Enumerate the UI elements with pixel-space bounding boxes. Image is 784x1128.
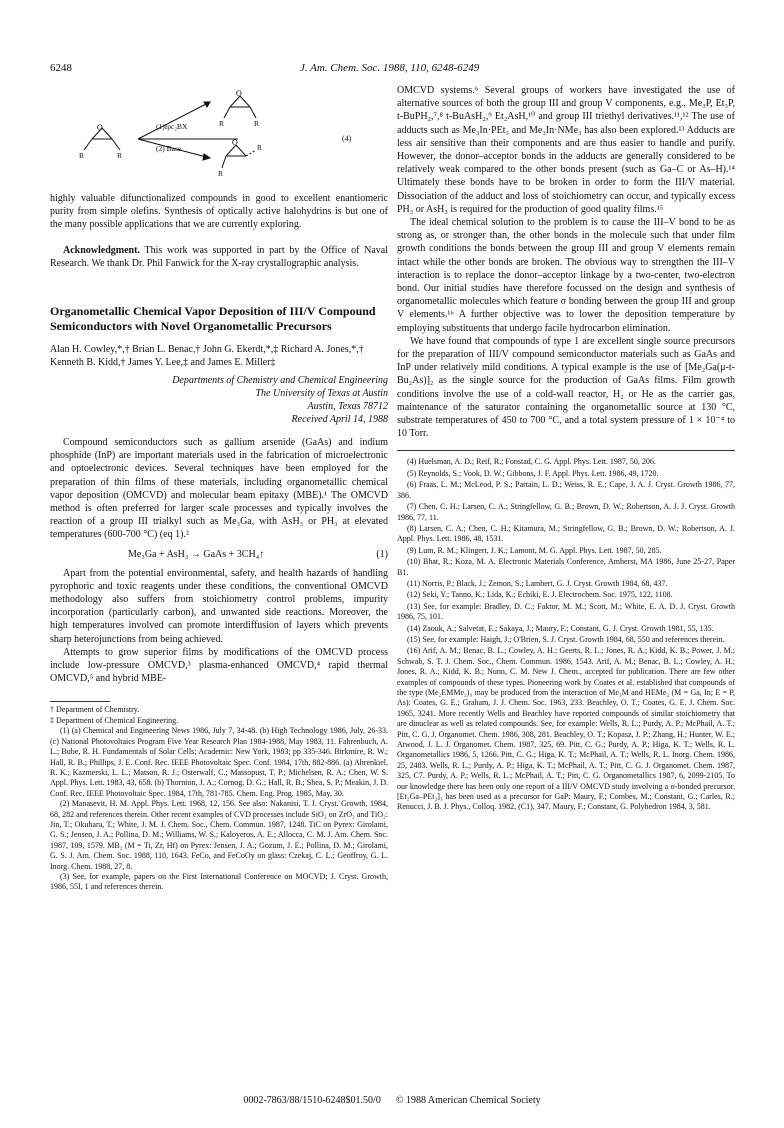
acknowledgment-text: This work was supported in part by the Office of Naval Research. We thank Dr. Phil Fanwick for the X-ray crystallographic analysis. xyxy=(50,244,388,269)
substituent-label: R xyxy=(219,119,225,128)
copyright: © 1988 American Chemical Society xyxy=(395,1095,541,1106)
reference: (8) Larsen, C. A.; Chen, C. H.; Kitamura, M.; Stringfellow, G. B.; Brown, D. W.; Robertson, A. J. Appl. Phys. Lett. 1986, 48, 1531. xyxy=(397,523,735,544)
reference: (5) Reynolds, S.; Vook, D. W.; Gibbons, J. F. Appl. Phys. Lett. 1986, 49, 1720. xyxy=(407,468,659,478)
affiliation xyxy=(50,374,388,413)
intro-paragraph: highly valuable difunctionalized compounds in good to excellent enantiomeric purity from simple olefins. Synthesis of optically active halohydrins is but one of the many possible applications that we are currently exploring. xyxy=(50,193,388,231)
footnote: (2) Manasevit, H. M. Appl. Phys. Lett. 1968, 12, 156. See also: Nakanisi, T. J. Cryst. Growth, 1984, 68, 282 and references therein. Other recent examples of CVD processes include SiO₂ on ZrO₂ and TiO₂: Jin, T.; Okuhara, T.; White, J. M. J. Chem. Soc., Chem. Commun. 1987, 1248. TiC on Pyrex: Girolami, G. S.; Jensen, J. A.; Pollina, D. M.; Williams, W. S.; Kaloyeros, A. E.; Allocca, C. M. J. Am. Chem. Soc. 1987, 109, 1579. MB₂ (M = Ti, Zr, Hf) on Pyrex: Jensen, J. A.; Gozum, J. E.; Pollina, D. M.; Girolami, G. S. J. Am. Chem. Soc. 1988, 110, 1643. FeCo, and FeCoOy on glass: Czekaj, C. L.; Geoffroy, G. L. Inorg. Chem. 1988, 27, 8. xyxy=(50,799,388,871)
reaction-scheme xyxy=(50,84,388,186)
body-paragraph: Apart from the potential environmental, safety, and health hazards of handling pyrophoric and toxic reagents under these conditions, the conventional OMCVD methodology also suffers from stoichiometry control problems, impurity incorporation (particularly carbon), and unwanted side reactions. Moreover, the high temperatures involved can promote interdiffusion of layers which prevents sharp heterojunctions from being achieved. xyxy=(50,567,388,645)
body-paragraph: Attempts to grow superior films by modifications of the OMCVD process include low-pressure OMCVD,³ plasma-enhanced OMCVD,⁴ rapid thermal OMCVD,⁵ and hybrid MBE- xyxy=(50,646,388,685)
received-date: Received April 14, 1988 xyxy=(291,414,388,426)
reference: (15) See, for example: Haigh, J.; O'Brien, S. J. Cryst. Growth 1984, 68, 550 and references therein. xyxy=(407,634,725,644)
body-paragraph: Compound semiconductors such as gallium arsenide (GaAs) and indium phosphide (InP) are important materials used in the fabrication of microelectronic and optoelectronic devices. Several techniques have been employed for the preparation of thin films of these materials, including organometallic chemical vapor deposition (OMCVD) and molecular beam epitaxy (MBE).¹ The OMCVD method is often preferred for larger scale processes and typically involves the reaction of a group III trialkyl such as Me₃Ga, with AsH₃ or PH₃ at elevated temperatures (600-700 °C) (eq 1).² xyxy=(50,437,388,541)
reference: (6) Fraas, L. M.; McLeod, P. S.; Partain, L. D.; Weiss, R. E.; Cape, J. A. J. Cryst. Growth 1986, 77, 386. xyxy=(397,480,735,500)
footnote-divider xyxy=(50,701,110,702)
affiliation-line: Departments of Chemistry and Chemical Engineering xyxy=(172,375,388,387)
reference: (16) Arif, A. M.; Benac, B. L.; Cowley, A. H.; Geerts, R. L.; Jones, R. A.; Kidd, K. B.; Power, J. M.; Schwab, S. T. J. Chem. Soc., Chem. Commun. 1986, 1543. Arif, A. M.; Benac, B. L.; Cowley, A. H.; Jones, R. A.; Kidd, K. B.; Nunn, C. M. New J. Chem., accepted for publication. There are few other examples of compounds of these types. Pioneering work by Coates et al. established that compounds of the type (Me₂EMMe₂)₃ may be produced from the interaction of Me₃M and HEMe₂ (M = Ga, In; E = P, As): Coates, G. E.; Graham, J. J. Chem. Soc. 1963, 233. Beachley, O. T.; Coates, G. E. J. Chem. Soc. 1965, 3241. More recently Wells and Beachley have reported compounds of similar stoichiometry that are dinuclear as well as related compounds. See, for example: Wells, R. L.; Purdy, A. P.; McPhail, A. T.; Pitt, C. G. J. Organomet. Chem. 1986, 308, 281. Beachley, O. T.; Kopasz, J. P.; Zhang, H.; Hunter, W. E.; Atwood, J. L. J. Organomet. Chem. 1987, 325, 69. Pitt, C. G.; Purdy, A. P.; Higa, K. T.; Wells, R. L. Organometallics 1986, 5, 1266. Pitt, C. G.; Higa, K. T.; McPhail, A. T.; Wells, R. L. Inorg. Chem. 1986, 25, 2483. Wells, R. L.; Purdy, A. P.; Higa, K. T.; McPhail, A. T.; Pitt, C. G. J. Organomet. Chem. 1987, 325, C7. Purdy, A. P.; Wells, R. L.; McPhail, A. T.; Pitt, C. G. Organometallics 1987, 6, 2099-2105. To our knowledge there has been only one report of a III/V OMCVD study involving a σ-bonded precursor. [Et₂Ga–PEt₂]₃ has been used as a precursor for GaP: Maury, F.; Combes, M.; Constant, G.; Carles, R.; Renucci, J. B. J. Phys., Colloq. 1982, (C1), 347. Maury, F.; Constant, G. Polyhedron 1984, 3, 581. xyxy=(397,646,735,812)
article-authors: Alan H. Cowley,*,† Brian L. Benac,† John G. Ekerdt,*,‡ Richard A. Jones,*,† Kenneth B. Kidd,† James Y. Lee,‡ and James E. Miller‡ xyxy=(50,344,364,369)
reagent-2: (2) Base xyxy=(156,144,182,153)
body-paragraph: The ideal chemical solution to the problem is to cause the III–V bond to be as strong as, or stronger than, the other bonds in the molecule such that under film growth conditions the bonds between the group III and group V elements remain intact while the other bonds are broken. The obvious way to strengthen the III–V interaction is to replace the donor–acceptor linkage by a two-center, two-electron bond. Our initial studies have therefore focussed on the design and synthesis of organometallic molecules which feature σ bonding between the group III and group V elements.¹⁶ A further objective was to lower the deposition temperature by employing substituents that undergo facile hydrocarbon elimination. xyxy=(397,217,735,334)
reference: (10) Bhat, R.; Koza, M. A. Electronic Materials Conference, Amherst, MA 1986, June 25-27, Paper B1. xyxy=(397,557,735,577)
svg-text:O: O xyxy=(97,123,103,132)
acknowledgment xyxy=(50,244,388,270)
affiliation-line: The University of Texas at Austin xyxy=(255,388,388,400)
footnote: ‡ Department of Chemical Engineering. xyxy=(50,715,179,725)
references xyxy=(397,450,735,812)
substituent-label: R xyxy=(117,151,123,160)
journal-citation: J. Am. Chem. Soc. 1988, 110, 6248-6249 xyxy=(300,62,480,74)
footnote: † Department of Chemistry. xyxy=(50,705,140,715)
affiliation-line: Austin, Texas 78712 xyxy=(307,401,388,413)
article-title: Organometallic Chemical Vapor Deposition of III/V Compound Semiconductors with Novel Organometallic Precursors xyxy=(50,304,376,334)
scheme-number: (4) xyxy=(342,134,352,143)
page-number: 6248 xyxy=(50,62,72,74)
reference: (9) Lum, R. M.; Klingert, J. K.; Lamont, M. G. Appl. Phys. Lett. 1987, 50, 285. xyxy=(407,545,662,555)
equation-number: (1) xyxy=(376,548,388,560)
article-code: 0002-7863/88/1510-6248$01.50/0 xyxy=(243,1095,381,1106)
page-header xyxy=(50,62,740,78)
substituent-label: R xyxy=(254,119,260,128)
svg-text:O: O xyxy=(236,89,242,98)
left-column xyxy=(50,84,388,893)
equation-text: Me₃Ga + AsH₃ → GaAs + 3CH₄↑ xyxy=(128,548,265,560)
reference: (7) Chen, C. H.; Larsen, C. A.; Stringfellow, G. B.; Brown, D. W.; Robertson, A. J. J. Cryst. Growth 1986, 77, 11. xyxy=(397,502,735,522)
footnote: (3) See, for example, papers on the First International Conference on MOCVD; J. Cryst. Growth, 1986, 55I, 1 and references therein. xyxy=(50,871,388,892)
body-paragraph: OMCVD systems.⁶ Several groups of workers have investigated the use of alternative sources of both the group III and group V components, e.g., Me₃P, Et₃P, t-BuPH₂,⁷,⁸ t-BuAsH₂,⁹ Et₂AsH,¹⁰ and group III triethyl derivatives.¹¹,¹² The use of adducts such as Me₃In·PEt₃ and Me₃In·NMe₃ has also been explored.¹³ Adducts are less air sensitive than their components and are thus easier to handle and purify. However, the donor–acceptor bonds in the adducts are generally considered to be relatively weak compared to the other bonds present (such as Ga–C or As–H).¹⁴ Ultimately these bonds have to be broken in order to form the III/V material. Dissociation of the adduct and loss of stoichiometry can occur, and typically excess PH₃ or AsH₃ is required for the production of good quality films.¹⁵ xyxy=(397,85,735,215)
body-paragraph: We have found that compounds of type 1 are excellent single source precursors for the preparation of III/V compound semiconductor materials such as GaAs and InP under relatively mild conditions. A typical example is the use of [Me₂Ga(μ-t-Bu₂As)]₂ as the single source for the production of GaAs films. Film growth conditions involve the use of a cold-wall reactor, H₂ or He as the carrier gas, maintenance of the saturator containing the organometallic source at 130 °C, substrate temperatures of 450 to 700 °C, and a total system pressure of 1 × 10⁻⁴ to 10 Torr. xyxy=(397,335,735,440)
equation-1 xyxy=(50,549,388,560)
substituent-label: R xyxy=(218,169,224,178)
page-footer xyxy=(0,1095,784,1106)
substituent-label: R xyxy=(257,143,263,152)
reference: (11) Norris, P.; Black, J.; Zemon, S.; Lambert, G. J. Cryst. Growth 1984, 68, 437. xyxy=(407,578,668,588)
svg-text:O: O xyxy=(232,138,238,147)
reference: (13) See, for example: Bradley, D. C.; Faktor, M. M.; Scott, M.; White, E. A. D. J. Cryst. Growth 1986, 75, 101. xyxy=(397,601,735,622)
reference: (4) Huelsman, A. D.; Reif, R.; Fonstad, C. G. Appl. Phys. Lett. 1987, 50, 206. xyxy=(407,457,656,467)
substituent-label: R xyxy=(79,151,85,160)
footnote: (1) (a) Chemical and Engineering News 1986, July 7, 34-48. (b) High Technology 1986, July, 26-33. (c) National Photovoltaics Program Five Year Research Plan 1984-1988, May 1983, 11. Fahrenbuch, A. L.; Bube, R. H. Fundamentals of Solar Cells; Academic: New York, 1983; pp 335-346. Birkmire, R. W.; Hall, R. B.; Phillips, J. E. Conf. Rec. IEEE Photovoltaic Spec. Conf. 1984, 17th, 882-886. (a) Ahrenkiel, R. K.; Kazmerski, L. L.; Matson, R. J.; Osterwalf, C.; Massopust, T. P.; Michelsen, R. A.; Chen, W. S. Appl. Phys. Lett. 1983, 43, 658. (b) Thornton, J. A.; Cornog, D. G.; Hall, R. B.; Shea, S. P.; Meakin, J. D. Conf. Rec. IEEE Photovoltaic Spec. 1984, 17th, 781-785. Chem. Eng. Prog. 1985, May, 30. xyxy=(50,726,388,798)
acknowledgment-label: Acknowledgment. xyxy=(63,244,140,256)
reference: (14) Zaouk, A.; Salvetat, E.; Sakaya, J.; Maury, F.; Constant, G. J. Cryst. Growth 1981, 55, 135. xyxy=(407,623,714,633)
right-column xyxy=(397,84,735,814)
reagent-1: (1)Ipc₂BX xyxy=(156,122,188,131)
reference: (12) Seki, Y.; Tanno, K.; Lida, K.; Echiki, E. J. Electrochem. Soc. 1975, 122, 1108. xyxy=(407,590,673,600)
